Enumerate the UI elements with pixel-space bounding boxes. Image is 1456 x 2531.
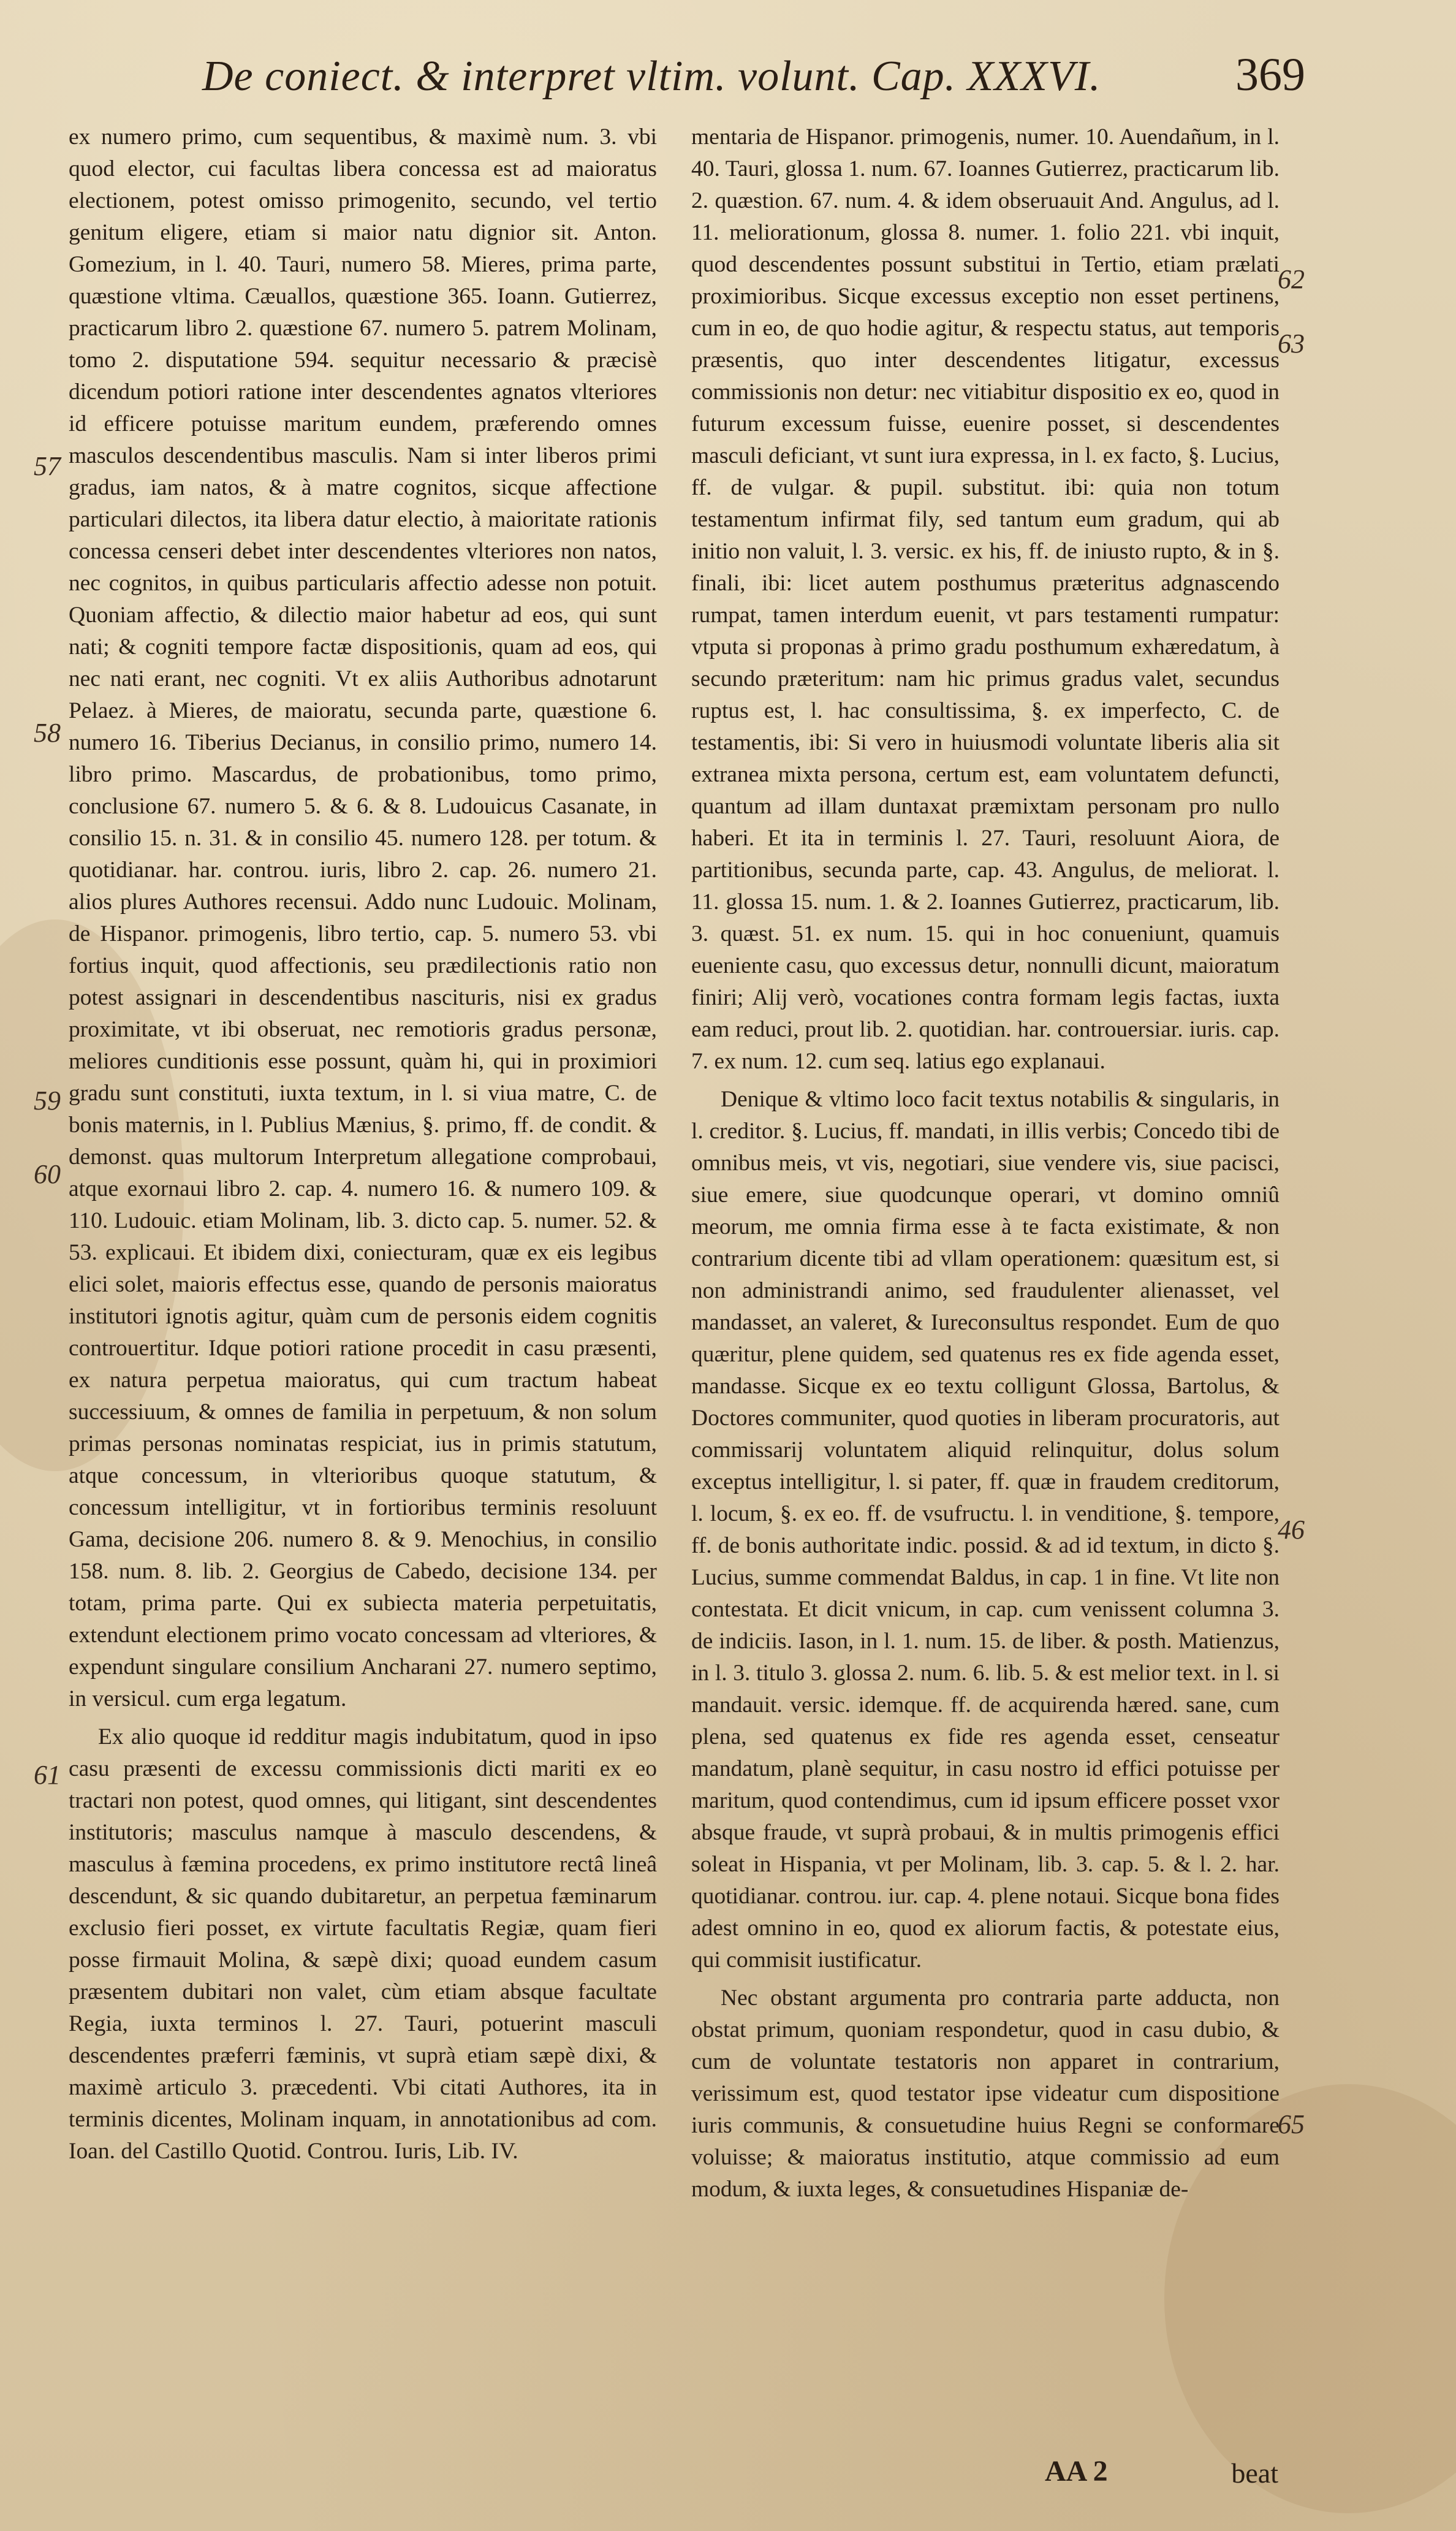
page-header <box>202 49 1305 101</box>
margin-number-57: 57 <box>34 451 61 481</box>
running-title: De coniect. & interpret vltim. volunt. Cap. XXXVI. <box>202 53 1101 100</box>
margin-number-62: 62 <box>1278 264 1305 294</box>
margin-number-63: 63 <box>1278 329 1305 359</box>
catchword: beat <box>1231 2457 1278 2489</box>
paragraph: mentaria de Hispanor. primogenis, numer. 10. Auendañum, in l. 40. Tauri, glossa 1. num. 67. Ioannes Gutierrez, practicarum lib. 2. quæstion. 67. num. 4. & idem obseruauit And. Angulus, ad l. 11. meliorationum, glossa 8. numer. 1. folio 221. vbi inquit, quod descendentes possunt substitui in Tertio, etiam prælati proximioribus. Sicque excessus exceptio non esset pertinens, cum in eo, de quo hodie agitur, & respectu status, aut temporis præsentis, quo inter descendentes litigatur, excessus commissionis non detur: nec vitiabitur dispositio ex eo, quod in futurum excessum fuisse, euenire posset, si descendentes masculi deficiant, vt sunt iura expressa, in l. ex facto, §. Lucius, ff. de vulgar. & pupil. substitut. ibi: quia non totum testamentum infirmat fily, sed tantum eum gradum, qui ab initio non valuit, l. 3. versic. ex his, ff. de iniusto rupto, & in §. finali, ibi: licet autem posthumus præteritus adgnascendo rumpat, tamen interdum euenit, vt pars testamenti rumpatur: vtputa si proponas à primo gradu posthumum exhæredatum, à secundo præteritum: nam hic primus gradus valet, secundus ruptus est, l. hac consultissima, §. ex imperfecto, C. de testamentis, ibi: Si vero in huiusmodi voluntate liberis alia sit extranea mixta persona, certum est, eam voluntatem defuncti, quantum ad illam duntaxat præmixtam personam pro nullo haberi. Et ita in terminis l. 27. Tauri, resoluunt Aiora, de partitionibus, secunda parte, cap. 43. Angulus, de meliorat. l. 11. glossa 15. num. 1. & 2. Ioannes Gutierrez, practicarum, lib. 3. quæst. 51. ex num. 15. qui in hoc conueniunt, quamuis eueniente casu, quo excessus detur, nonnulli dicunt, maioratum finiri; Alij verò, vocationes contra formam legis factas, iuxta eam reduci, prout lib. 2. quotidian. har. controuersiar. iuris. cap. 7. ex num. 12. cum seq. latius ego explanaui. <box>691 124 1280 1074</box>
margin-number-61: 61 <box>34 1760 61 1790</box>
paragraph: Ex alio quoque id redditur magis indubitatum, quod in ipso casu præsenti de excessu commissionis dicti mariti ex eo tractari non potest, quod omnes, qui litigant, sint descendentes institutoris; masculus namque à masculo descendens, & masculus à fæmina procedens, ex primo institutore rectâ lineâ descendunt, & sic quando dubitaretur, an perpetua fæminarum exclusio fieri posset, ex virtute facultatis Regiæ, quam fieri posse firmauit Molina, & sæpè dixi; quoad eundem casum præsentem dubitari non valet, cùm etiam absque facultate Regia, iuxta terminos l. 27. Tauri, potuerint masculi descendentes præferri fæminis, vt suprà etiam sæpè dixi, & maximè articulo 3. præcedenti. Vbi citati Authores, ita in terminis dicentes, Molinam inquam, in annotationibus ad com. Ioan. del Castillo Quotid. Controu. Iuris, Lib. IV. <box>69 1724 657 2164</box>
margin-number-65: 65 <box>1278 2109 1305 2139</box>
signature-mark: AA 2 <box>1045 2455 1108 2487</box>
left-text-column <box>69 121 657 2438</box>
margin-number-46: 46 <box>1278 1515 1305 1545</box>
page-number: 369 <box>1235 49 1305 101</box>
paragraph: Denique & vltimo loco facit textus notabilis & singularis, in l. creditor. §. Lucius, ff. mandati, in illis verbis; Concedo tibi de omnibus meis, vt vis, negotiari, siue vendere vis, siue pacisci, siue emere, siue quodcunque operari, vt domino omniû meorum, me omnia firma esse à te facta existimate, & non contrarium dicente tibi ad vllam operationem: quæsitum est, si non administrandi animo, sed fraudulenter alienasset, vel mandasset, an valeret, & Iureconsultus respondet. Eum de quo quæritur, plene quidem, sed quatenus res ex fide agenda esset, mandasse. Sicque ex eo textu colligunt Glossa, Bartolus, & Doctores communiter, quod quoties in liberam procuratoris, aut commissarij voluntatem aliquid relinquitur, dolus solum exceptus intelligitur, l. si pater, ff. quæ in fraudem creditorum, l. locum, §. ex eo. ff. de vsufructu. l. in venditione, §. tempore, ff. de bonis authoritate indic. possid. & ad id textum, in dicto §. Lucius, summe commendat Baldus, in cap. 1 in fine. Vt lite non contestata. Et dicit vnicum, in cap. cum venissent columna 3. de indiciis. Iason, in l. 1. num. 15. de liber. & posth. Matienzus, in l. 3. titulo 3. glossa 2. num. 6. lib. 5. & est melior text. in l. si mandauit. versic. idemque. ff. de acquirenda hæred. sane, cum plena, sed quatenus ex fide res agenda esset, censeatur mandatum, planè sequitur, in casu nostro id effici potuisse per maritum, quod contendimus, cum id ipsum efficere posset vxor absque fraude, vt suprà probaui, & in multis primogenis effici soleat in Hispania, vt per Molinam, lib. 3. cap. 5. & l. 2. har. quotidianar. controu. iur. cap. 4. plene notaui. Sicque bona fides adest omnino in eo, quod ex aliorum factis, & potestate eius, qui commisit iustificatur. <box>691 1087 1280 1973</box>
right-text-column <box>691 121 1280 2438</box>
margin-number-60: 60 <box>34 1159 61 1189</box>
paragraph: Nec obstant argumenta pro contraria parte adducta, non obstat primum, quoniam respondetur, quod in casu dubio, & cum de voluntate testatoris non apparet in contrarium, verissimum est, quod testator ipse videatur cum dispositione iuris communis, & consuetudine huius Regni se conformare voluisse; & maioratus institutio, atque commissio ad eum modum, & iuxta leges, & consuetudines Hispaniæ de- <box>691 1985 1280 2202</box>
margin-number-59: 59 <box>34 1086 61 1116</box>
paragraph: ex numero primo, cum sequentibus, & maximè num. 3. vbi quod elector, cui facultas libera concessa est ad maioratus electionem, potest omisso primogenito, secundo, vel tertio genitum eligere, etiam si maior natu dignior sit. Anton. Gomezium, in l. 40. Tauri, numero 58. Mieres, prima parte, quæstione vltima. Cæuallos, quæstione 365. Ioann. Gutierrez, practicarum libro 2. quæstione 67. numero 5. patrem Molinam, tomo 2. disputatione 594. sequitur necessario & præcisè dicendum potiori ratione inter descendentes agnatos vlteriores id efficere potuisse maritum eundem, præferendo omnes masculos descendentibus masculis. Nam si inter liberos primi gradus, iam natos, & à matre cognitos, sicque affectione particulari dilectos, ita libera datur electio, à maioritate rationis concessa censeri debet inter descendentes vlteriores non natos, nec cognitos, in quibus particularis affectio adesse non potuit. Quoniam affectio, & dilectio maior habetur ad eos, qui sunt nati; & cogniti tempore factæ dispositionis, quam ad eos, qui nec nati erant, nec cogniti. Vt ex aliis Authoribus adnotarunt Pelaez. à Mieres, de maioratu, secunda parte, quæstione 6. numero 16. Tiberius Decianus, in consilio primo, numero 14. libro primo. Mascardus, de probationibus, tomo primo, conclusione 67. numero 5. & 6. & 8. Ludouicus Casanate, in consilio 15. n. 31. & in consilio 45. numero 128. per totum. & quotidianar. har. controu. iuris, libro 2. cap. 26. numero 21. alios plures Authores recensui. Addo nunc Ludouic. Molinam, de Hispanor. primogenis, libro tertio, cap. 5. numero 53. vbi fortius inquit, quod affectionis, seu prædilectionis ratio non potest assignari in descendentibus nascituris, nisi ex gradus proximitate, vt ibi obseruat, nec remotioris gradus personæ, meliores cunditionis esse possunt, quàm hi, qui in proximiori gradu sunt constituti, iuxta textum, in l. si viua matre, C. de bonis maternis, in l. Publius Mænius, §. primo, ff. de condit. & demonst. quas multorum Interpretum allegatione comprobaui, atque exornaui libro 2. cap. 4. numero 16. & numero 109. & 110. Ludouic. etiam Molinam, lib. 3. dicto cap. 5. numer. 52. & 53. explicaui. Et ibidem dixi, coniecturam, quæ ex eis legibus elici solet, maioris effectus esse, quando de personis maioratus institutori ignotis agitur, quàm cum de personis eidem cognitis controuertitur. Idque potiori ratione procedit in casu præsenti, ex natura perpetua maioratus, qui cum tractum habeat successiuum, & omnes de familia in perpetuum, & non solum primas personas nominatas respiciat, ius in primis statutum, atque concessum, in vlterioribus quoque statutum, & concessum intelligitur, vt in fortioribus terminis resoluunt Gama, decisione 206. numero 8. & 9. Menochius, in consilio 158. num. 8. lib. 2. Georgius de Cabedo, decisione 134. per totam, prima parte. Qui ex subiecta materia perpetuitatis, extendunt electionem primo vocato concessam ad vlteriores, & expendunt singulare consilium Ancharani 27. numero septimo, in versicul. cum erga legatum. <box>69 124 657 1711</box>
margin-number-58: 58 <box>34 718 61 748</box>
